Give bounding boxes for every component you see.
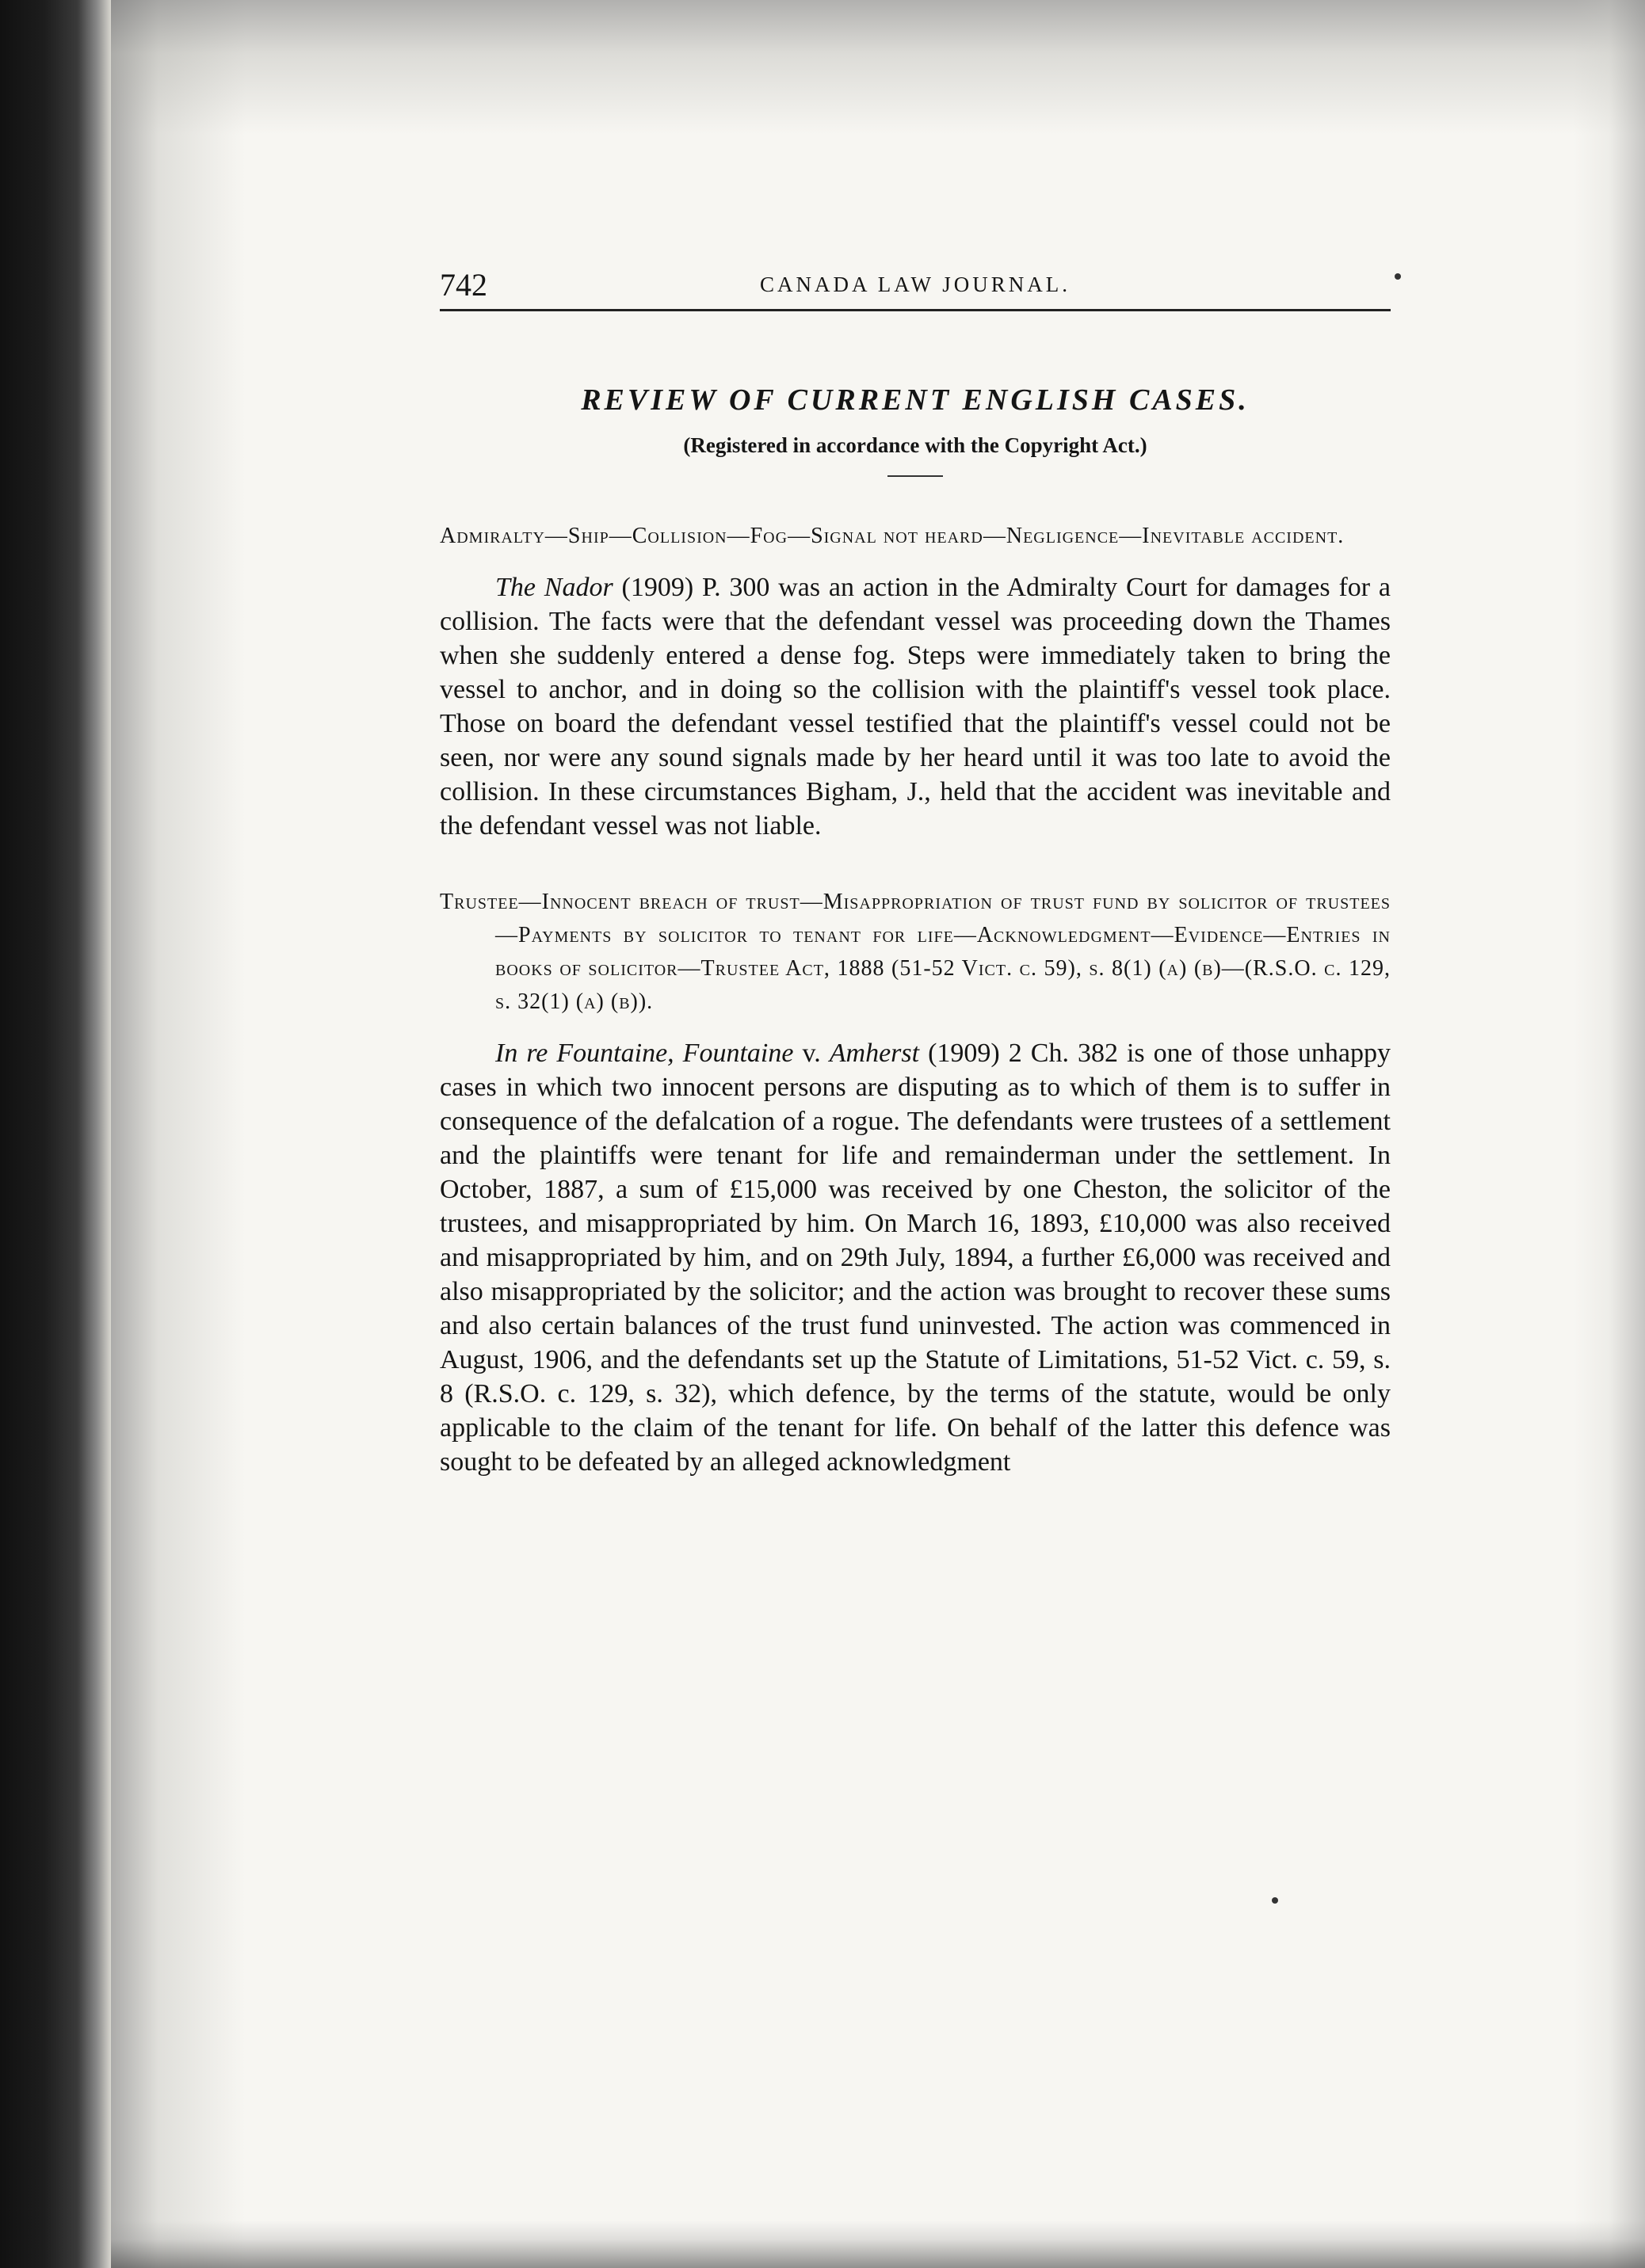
journal-title: CANADA LAW JOURNAL. xyxy=(759,273,1071,296)
case-name: The Nador xyxy=(495,573,613,602)
running-head xyxy=(440,261,1391,311)
book-binding-shadow xyxy=(0,0,111,2268)
page-content xyxy=(440,261,1391,1479)
divider xyxy=(887,475,943,477)
page-number: 742 xyxy=(440,267,487,303)
binding-edge-shadow xyxy=(111,0,246,2268)
top-edge-shadow xyxy=(111,0,1645,135)
case-text: (1909) P. 300 was an action in the Admiralty Court for damages for a collision. The facts were that the defendant vessel was proceeding down the Thames when she suddenly entered a dense fog. Steps were immediately taken to bring the vessel to anchor, and in doing so the collision with the plaintiff's vessel took place. Those on board the defendant vessel testified that the plaintiff's vessel could not be seen, nor were any sound signals made by her heard until it was too late to avoid the collision. In these circumstances Bigham, J., held that the accident was inevitable and the defendant vessel was not liable. xyxy=(440,573,1391,840)
ink-speck xyxy=(1395,273,1401,280)
case-name: In re Fountaine, Fountaine xyxy=(495,1039,794,1068)
case-name-versus: v. xyxy=(793,1039,830,1068)
ink-speck xyxy=(1272,1897,1278,1904)
right-edge-shadow xyxy=(1574,0,1645,2268)
section-title: REVIEW OF CURRENT ENGLISH CASES. xyxy=(581,383,1250,417)
case-heading-trustee: Trustee—Innocent breach of trust—Misappropriation of trust fund by solicitor of trustees—Payments by solicitor to tenant for life—Acknowledgment—Evidence—Entries in books of solicitor—Trustee Act, 1888 (51-52 Vict. c. 59), s. 8(1) (a) (b)—(R.S.O. c. 129, s. 32(1) (a) (b)). xyxy=(440,890,1391,1014)
case-paragraph-admiralty xyxy=(440,570,1391,843)
case-text: (1909) 2 Ch. 382 is one of those unhappy cases in which two innocent persons are disputing as to which of them is to suffer in consequence of the defalcation of a rogue. The defendants were trustees of a settlement and the plaintiffs were tenant for life and remainderman under the settlement. In October, 1887, a sum of £15,000 was received by one Cheston, the solicitor of the trustees, and misappropriated by him. On March 16, 1893, £10,000 was also received and misappropriated by him, and on 29th July, 1894, a further £6,000 was received and also misappropriated by the solicitor; and the action was brought to recover these sums and also certain balances of the trust fund uninvested. The action was commenced in August, 1906, and the defendants set up the Statute of Limitations, 51-52 Vict. c. 59, s. 8 (R.S.O. c. 129, s. 32), which defence, by the terms of the statute, would be only applicable to the claim of the tenant for life. On behalf of the latter this defence was sought to be defeated by an alleged acknowledgment xyxy=(440,1039,1391,1477)
case-name-respondent: Amherst xyxy=(829,1039,920,1068)
copyright-note: (Registered in accordance with the Copyright Act.) xyxy=(683,433,1147,457)
case-heading-admiralty: Admiralty—Ship—Collision—Fog—Signal not heard—Negligence—Inevitable accident. xyxy=(440,524,1345,548)
case-paragraph-trustee xyxy=(440,1036,1391,1479)
bottom-edge-shadow xyxy=(111,2220,1645,2268)
